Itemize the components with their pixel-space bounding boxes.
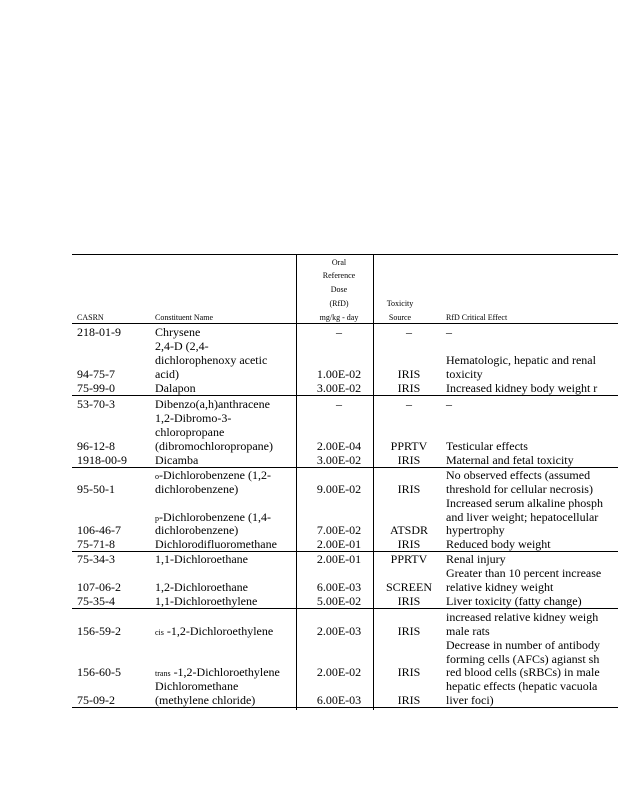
effect-cell: liver foci) xyxy=(446,693,494,707)
source-cell: IRIS xyxy=(397,594,421,608)
rfd-cell: 2.00E-01 xyxy=(316,537,362,551)
isomer-prefix: cis xyxy=(155,628,164,637)
rfd-cell: 3.00E-02 xyxy=(316,381,362,395)
source-cell: IRIS xyxy=(397,537,421,551)
constituent-cell: 1,2-Dichloroethane xyxy=(155,580,248,594)
casrn-cell: 75-35-4 xyxy=(77,594,115,608)
table-top-rule xyxy=(72,254,618,255)
constituent-cell: 1,1-Dichloroethylene xyxy=(155,594,258,608)
constituent-cell: Chrysene xyxy=(155,325,201,339)
header-casrn: CASRN xyxy=(77,313,104,322)
isomer-prefix: o xyxy=(155,472,159,481)
rfd-cell: 5.00E-02 xyxy=(316,594,362,608)
effect-cell: forming cells (AFCs) agianst sh xyxy=(446,652,600,666)
source-cell: ATSDR xyxy=(389,523,428,537)
source-cell: IRIS xyxy=(397,367,421,381)
constituent-cell: Dalapon xyxy=(155,381,196,395)
constituent-cell xyxy=(155,624,273,640)
constituent-cell: 2,4-D (2,4- xyxy=(155,339,209,353)
constituent-cell: Dicamba xyxy=(155,453,199,467)
effect-cell: increased relative kidney weigh xyxy=(446,610,599,624)
effect-cell: hypertrophy xyxy=(446,523,505,537)
header-rfd-line: Dose xyxy=(330,285,348,294)
rfd-cell: 7.00E-02 xyxy=(316,523,362,537)
constituent-cell: 1,1-Dichloroethane xyxy=(155,552,248,566)
rfd-cell: 2.00E-01 xyxy=(316,552,362,566)
effect-cell: hepatic effects (hepatic vacuola xyxy=(446,679,598,693)
source-cell: IRIS xyxy=(397,624,421,638)
table-bottom-rule xyxy=(72,707,618,708)
effect-cell: Greater than 10 percent increase xyxy=(446,566,602,580)
rfd-cell: 1.00E-02 xyxy=(316,367,362,381)
source-cell: IRIS xyxy=(397,665,421,679)
row-group-rule xyxy=(72,608,618,609)
source-cell: – xyxy=(406,397,412,411)
effect-cell: Liver toxicity (fatty change) xyxy=(446,594,582,608)
constituent-text: -Dichlorobenzene (1,4- xyxy=(159,510,271,524)
effect-cell: male rats xyxy=(446,624,490,638)
casrn-cell: 96-12-8 xyxy=(77,439,115,453)
casrn-cell: 75-71-8 xyxy=(77,537,115,551)
source-cell: IRIS xyxy=(397,453,421,467)
effect-cell: relative kidney weight xyxy=(446,580,554,594)
constituent-cell: dichlorophenoxy acetic xyxy=(155,353,268,367)
casrn-cell: 156-59-2 xyxy=(77,624,121,638)
constituent-cell: 1,2-Dibromo-3- xyxy=(155,411,232,425)
effect-cell: Decrease in number of antibody xyxy=(446,638,600,652)
effect-cell: Reduced body weight xyxy=(446,537,551,551)
constituent-cell: Dichloromethane xyxy=(155,679,239,693)
effect-cell: Testicular effects xyxy=(446,439,528,453)
casrn-cell: 156-60-5 xyxy=(77,665,121,679)
constituent-cell: chloropropane xyxy=(155,425,225,439)
rfd-cell: – xyxy=(336,325,342,339)
constituent-text: -1,2-Dichloroethylene xyxy=(166,624,274,638)
effect-cell: Renal injury xyxy=(446,552,506,566)
rfd-cell: – xyxy=(336,397,342,411)
effect-cell: Maternal and fetal toxicity xyxy=(446,453,574,467)
effect-cell: and liver weight; hepatocellular xyxy=(446,510,599,524)
header-critical-effect: RfD Critical Effect xyxy=(446,313,508,322)
rfd-cell: 2.00E-03 xyxy=(316,624,362,638)
source-cell: IRIS xyxy=(397,693,421,707)
casrn-cell: 75-34-3 xyxy=(77,552,115,566)
effect-cell: threshold for cellular necrosis) xyxy=(446,482,593,496)
casrn-cell: 1918-00-9 xyxy=(77,453,127,467)
effect-cell: Increased serum alkaline phosph xyxy=(446,496,603,510)
rfd-cell: 2.00E-02 xyxy=(316,665,362,679)
effect-cell: – xyxy=(446,397,452,411)
source-cell: PPRTV xyxy=(390,439,428,453)
constituent-cell: (methylene chloride) xyxy=(155,693,256,707)
constituent-cell: dichlorobenzene) xyxy=(155,482,239,496)
header-source-line: Toxicity xyxy=(386,299,414,308)
casrn-cell: 75-99-0 xyxy=(77,381,115,395)
casrn-cell: 106-46-7 xyxy=(77,523,121,537)
source-cell: PPRTV xyxy=(390,552,428,566)
isomer-prefix: trans xyxy=(155,669,171,678)
header-rfd-line: Oral xyxy=(331,258,347,267)
row-group-rule xyxy=(72,395,618,396)
header-source-line: Source xyxy=(388,313,412,322)
casrn-cell: 107-06-2 xyxy=(77,580,121,594)
constituent-cell: acid) xyxy=(155,367,179,381)
casrn-cell: 53-70-3 xyxy=(77,397,115,411)
rfd-cell: 6.00E-03 xyxy=(316,580,362,594)
header-constituent-name: Constituent Name xyxy=(155,313,213,322)
effect-cell: Increased kidney body weight r xyxy=(446,381,598,395)
isomer-prefix: p xyxy=(155,514,159,523)
source-cell: IRIS xyxy=(397,381,421,395)
rfd-cell: 3.00E-02 xyxy=(316,453,362,467)
effect-cell: toxicity xyxy=(446,367,483,381)
rfd-cell: 9.00E-02 xyxy=(316,482,362,496)
column-rule xyxy=(296,255,297,710)
constituent-cell: dichlorobenzene) xyxy=(155,523,239,537)
effect-cell: – xyxy=(446,325,452,339)
column-rule xyxy=(373,255,374,710)
rfd-cell: 6.00E-03 xyxy=(316,693,362,707)
constituent-cell: (dibromochloropropane) xyxy=(155,439,273,453)
casrn-cell: 75-09-2 xyxy=(77,693,115,707)
header-rfd-line: (RfD) xyxy=(329,299,349,308)
constituent-cell: Dibenzo(a,h)anthracene xyxy=(155,397,270,411)
source-cell: – xyxy=(406,325,412,339)
constituent-cell: Dichlorodifluoromethane xyxy=(155,537,277,551)
source-cell: IRIS xyxy=(397,482,421,496)
casrn-cell: 95-50-1 xyxy=(77,482,115,496)
constituent-text: -Dichlorobenzene (1,2- xyxy=(159,468,271,482)
header-rfd-units: mg/kg - day xyxy=(319,313,359,322)
source-cell: SCREEN xyxy=(385,580,432,594)
effect-cell: red blood cells (sRBCs) in male xyxy=(446,665,600,679)
effect-cell: Hematologic, hepatic and renal xyxy=(446,353,596,367)
header-rfd-line: Reference xyxy=(322,271,356,280)
casrn-cell: 218-01-9 xyxy=(77,325,121,339)
effect-cell: No observed effects (assumed xyxy=(446,468,591,482)
casrn-cell: 94-75-7 xyxy=(77,367,115,381)
constituent-text: -1,2-Dichloroethylene xyxy=(173,665,280,679)
rfd-cell: 2.00E-04 xyxy=(316,439,362,453)
